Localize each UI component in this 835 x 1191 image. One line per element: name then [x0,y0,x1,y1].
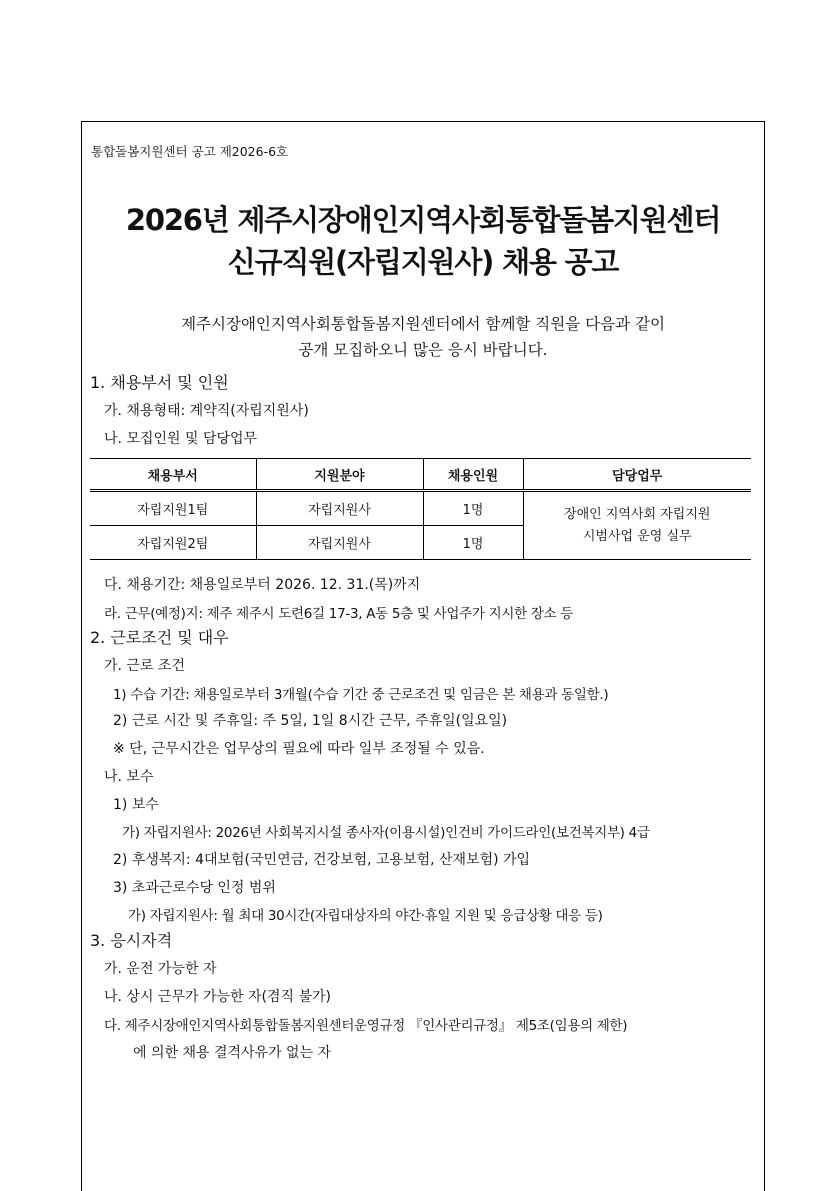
section2-na2: 2) 후생복지: 4대보험(국민연금, 건강보험, 고용보험, 산재보험) 가입 [113,852,531,868]
section1-item-da: 다. 채용기간: 채용일로부터 2026. 12. 31.(목)까지 [104,577,421,593]
section1-item-ga: 가. 채용형태: 계약직(자립지원사) [104,403,309,419]
section3-na: 나. 상시 근무가 가능한 자(겸직 불가) [104,989,331,1005]
table-cell-dept: 자립지원1팀 [90,491,256,526]
section1-heading: 1. 채용부서 및 인원 [90,373,229,392]
table-cell-count: 1명 [423,526,523,560]
section2-na: 나. 보수 [104,769,154,785]
section2-ga-note: ※ 단, 근무시간은 업무상의 필요에 따라 일부 조정될 수 있음. [113,741,485,757]
section2-ga2: 2) 근로 시간 및 주휴일: 주 5일, 1일 8시간 근무, 주휴일(일요일) [113,713,508,729]
table-header-row [90,459,751,491]
duty-line2: 시범사업 운영 실무 [582,528,692,544]
table-header-duty: 담당업무 [523,459,751,491]
intro-line1: 제주시장애인지역사회통합돌봄지원센터에서 함께할 직원을 다음과 같이 [181,315,665,333]
section2-na3: 3) 초과근로수당 인정 범위 [113,880,276,896]
table-header-dept: 채용부서 [90,459,256,491]
table-header-count: 채용인원 [423,459,523,491]
table-row [90,491,751,526]
section2-heading: 2. 근로조건 및 대우 [90,628,229,647]
table-cell-duty [523,491,751,560]
document-title-line1: 2026년 제주시장애인지역사회통합돌봄지원센터 [125,203,721,237]
notice-number: 통합돌봄지원센터 공고 제2026-6호 [91,144,289,159]
section2-na1-ga: 가) 자립지원사: 2026년 사회복지시설 종사자(이용시설)인건비 가이드라인(보건복지부) 4급 [122,825,650,841]
table-cell-count: 1명 [423,491,523,526]
section3-da-line1: 다. 제주시장애인지역사회통합돌봄지원센터운영규정 『인사관리규정』 제5조(임용의 제한) [104,1018,628,1034]
section3-da-line2: 에 의한 채용 결격사유가 없는 자 [133,1045,332,1061]
section2-ga1: 1) 수습 기간: 채용일로부터 3개월(수습 기간 중 근로조건 및 임금은 본 채용과 동일함.) [113,687,609,703]
document-title-line2: 신규직원(자립지원사) 채용 공고 [227,245,619,279]
intro-line2: 공개 모집하오니 많은 응시 바랍니다. [298,341,548,359]
duty-line1: 장애인 지역사회 자립지원 [564,506,711,522]
section1-item-na: 나. 모집인원 및 담당업무 [104,431,258,447]
table-cell-field: 자립지원사 [256,526,423,560]
section2-na3-ga: 가) 자립지원사: 월 최대 30시간(자립대상자의 야간·휴일 지원 및 응급상황 대응 등) [128,908,603,924]
section1-item-ra: 라. 근무(예정)지: 제주 제주시 도련6길 17-3, A동 5층 및 사업주가 지시한 장소 등 [104,606,574,622]
section3-heading: 3. 응시자격 [90,931,173,950]
section2-na1: 1) 보수 [113,797,159,813]
section2-ga: 가. 근로 조건 [104,658,185,674]
table-header-field: 지원분야 [256,459,423,491]
section3-ga: 가. 운전 가능한 자 [104,961,217,977]
table-cell-field: 자립지원사 [256,491,423,526]
recruitment-table [90,458,751,560]
table-cell-dept: 자립지원2팀 [90,526,256,560]
